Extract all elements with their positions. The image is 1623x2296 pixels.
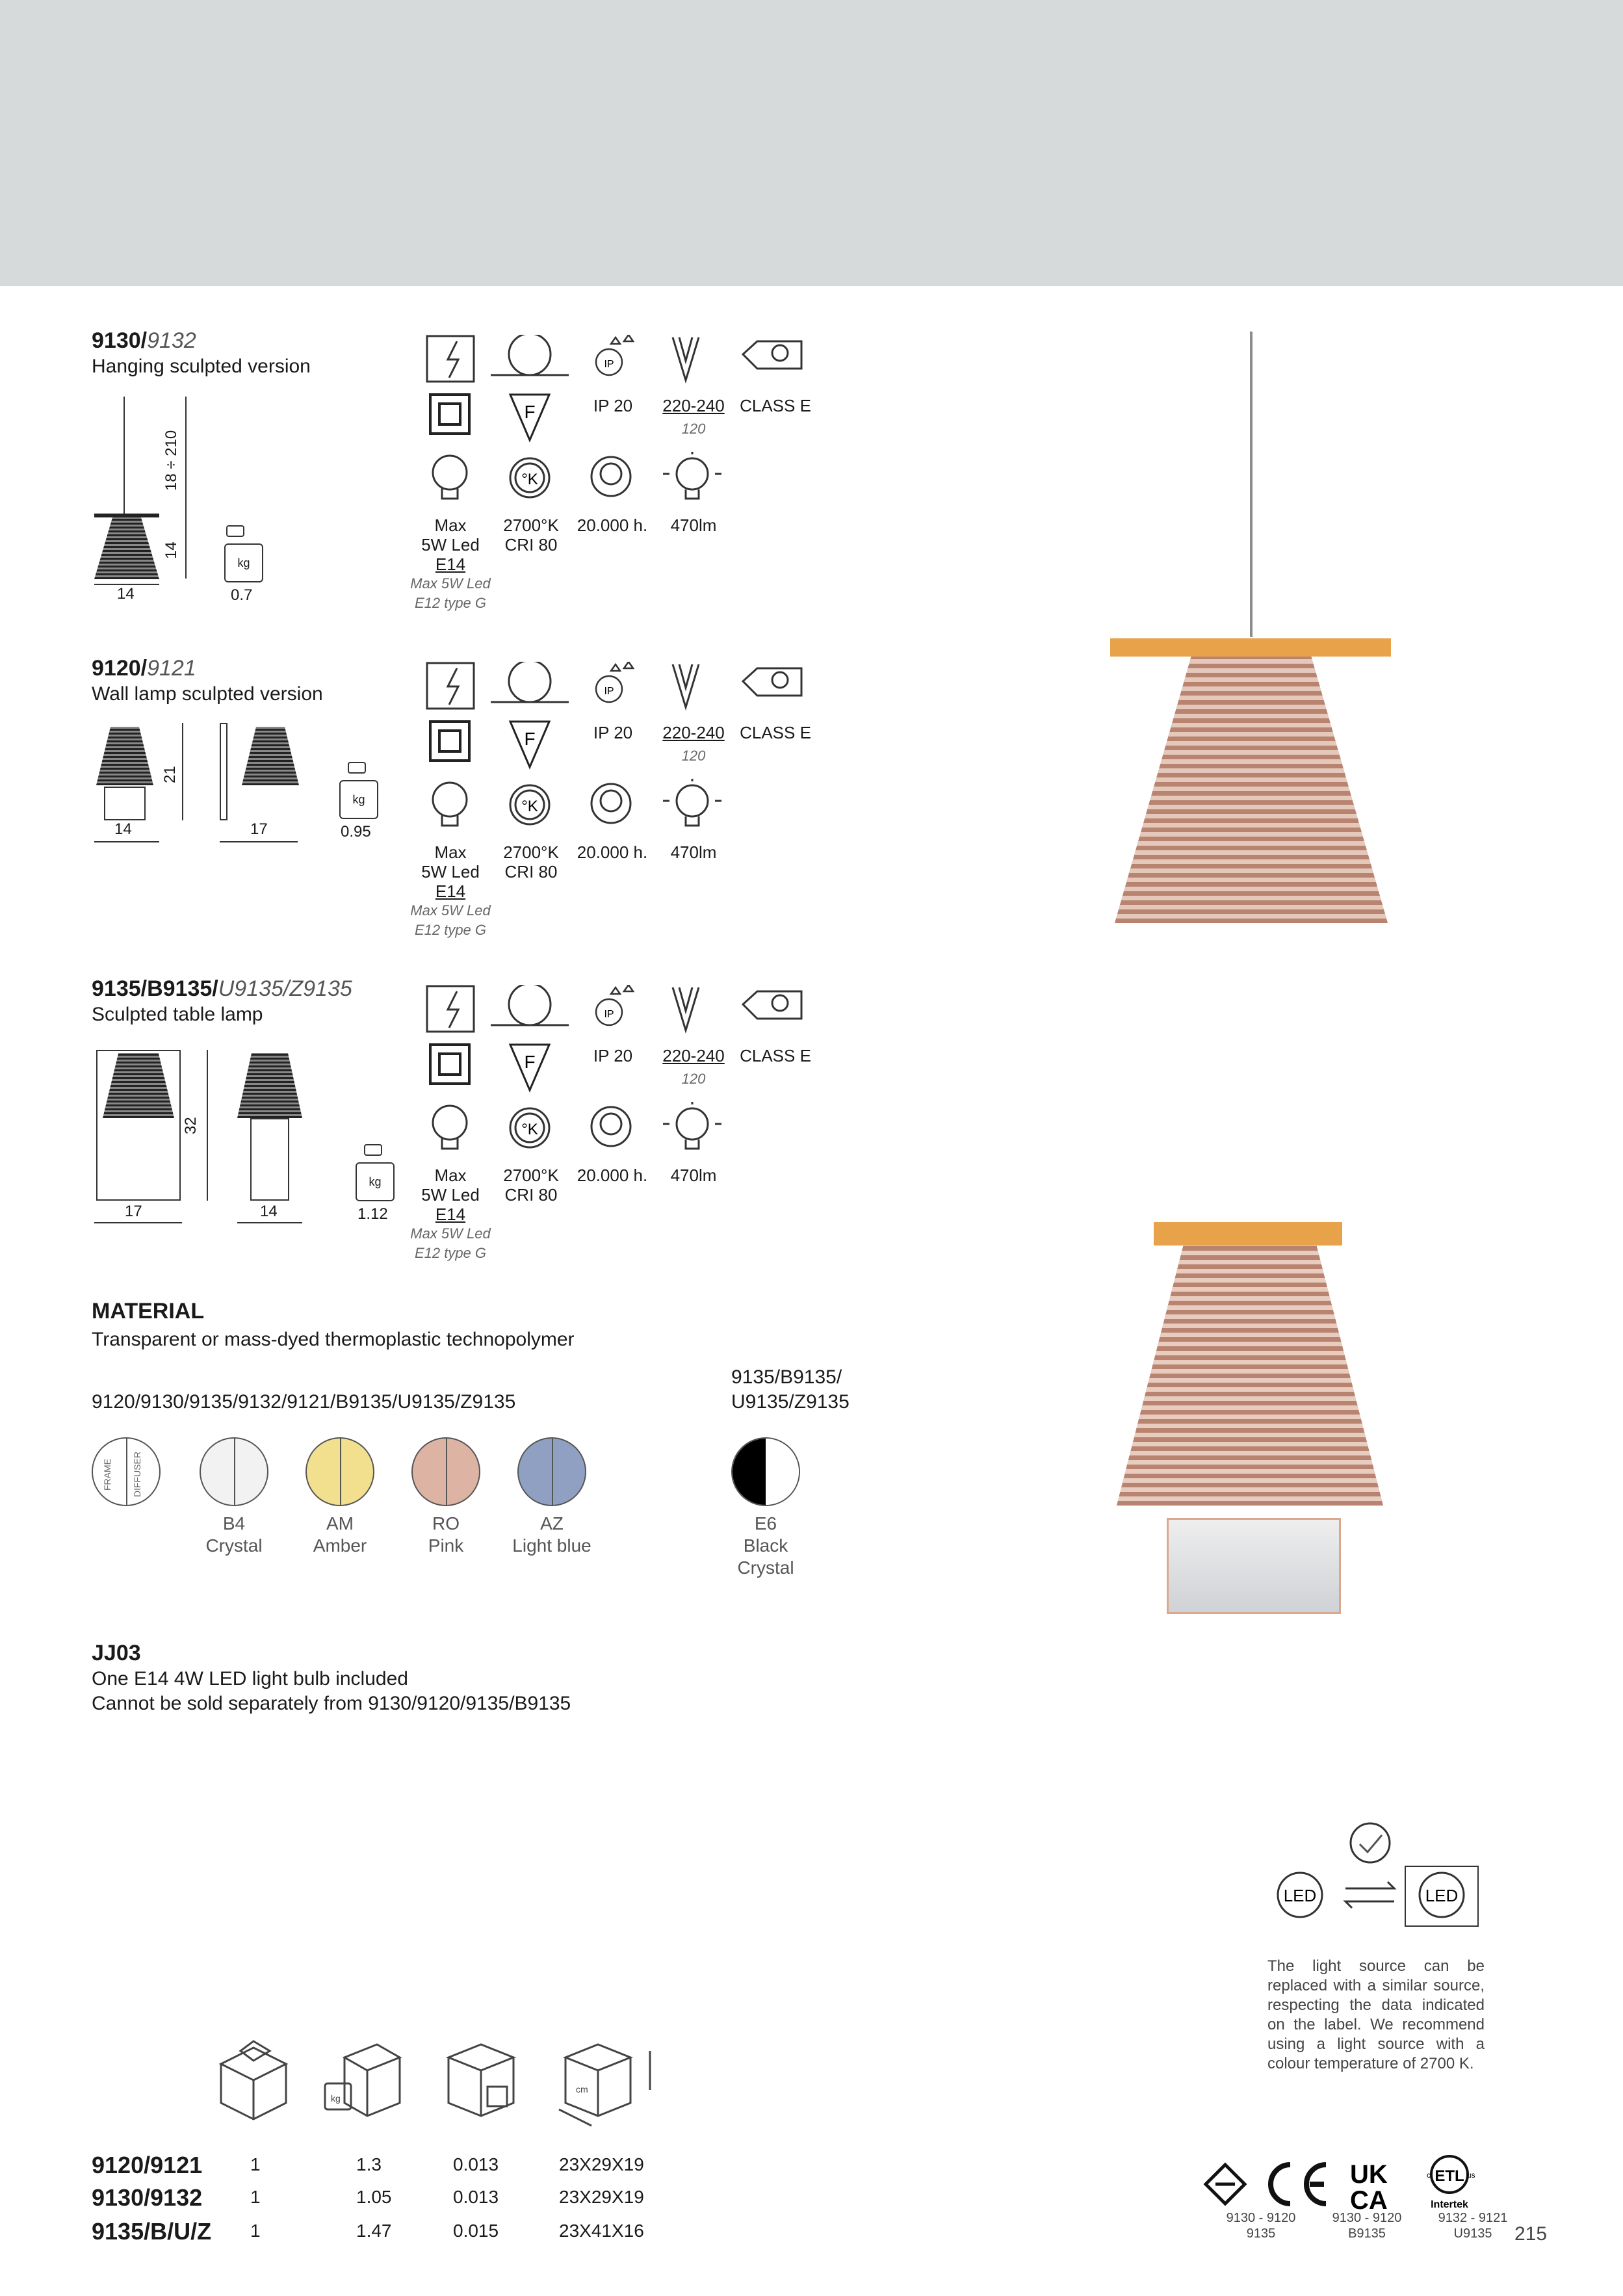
- weight-icon: kg: [339, 780, 378, 819]
- f-mark-text: F: [524, 729, 536, 749]
- cri-value: CRI 80: [504, 862, 558, 881]
- etl-mark-icon: [1427, 2156, 1475, 2210]
- product-title-9130: [92, 328, 196, 354]
- ukca-mark-top: UK: [1350, 2160, 1388, 2189]
- voltage-icon: [673, 664, 699, 707]
- cert-label-line1: 9130 - 9120: [1332, 2211, 1402, 2225]
- wall-lamp-base-drawing: [104, 787, 146, 820]
- ip-value: IP 20: [593, 1046, 633, 1065]
- svg-text:Intertek: Intertek: [1431, 2199, 1468, 2210]
- ce-mark-icon: [1271, 2165, 1326, 2204]
- ip-value: IP 20: [593, 723, 633, 742]
- weight-icon-top: [364, 1144, 382, 1156]
- bulb-alt1: Max 5W Led: [410, 1225, 491, 1242]
- wall-lamp-front-drawing: [96, 727, 153, 785]
- pack-size: 23X41X16: [559, 2221, 644, 2241]
- svg-text:LED: LED: [1425, 1886, 1459, 1905]
- product-code-alt: 9121: [147, 656, 196, 681]
- swatch-label: [188, 1513, 279, 1557]
- photo-table-lamp: [1117, 1246, 1383, 1506]
- beam-angle-icon: [491, 985, 569, 1025]
- dim-depth: 14: [260, 1203, 278, 1220]
- pack-code: 9135/B/U/Z: [92, 2218, 212, 2245]
- bulb-socket: E14: [435, 554, 466, 574]
- bulb-icon: [433, 1106, 467, 1149]
- swatch-name: Light blue: [512, 1535, 591, 1556]
- box-weight-icon-label: kg: [331, 2093, 341, 2104]
- photo-hanging-lamp: [1115, 657, 1388, 923]
- voltage-value: 220-240: [662, 1046, 725, 1065]
- material-description: Transparent or mass-dyed thermoplastic technopolymer: [92, 1329, 575, 1350]
- cable-drawing: [123, 397, 125, 514]
- install-surface-icon: [427, 336, 474, 382]
- bulb-alt1: Max 5W Led: [410, 575, 491, 592]
- beam-angle-icon: [491, 662, 569, 702]
- color-temp-value: 2700°K: [503, 842, 559, 862]
- bulb-icon: [433, 783, 467, 826]
- frame-diffuser-legend: [92, 1437, 161, 1506]
- dim-height: 21: [161, 766, 179, 783]
- pack-qty: 1: [250, 2221, 261, 2241]
- energy-class-icon: [743, 991, 801, 1019]
- box-weight-icon: [325, 2044, 400, 2116]
- install-surface-icon: [427, 986, 474, 1032]
- legend-diffuser-label: DIFFUSER: [132, 1452, 142, 1497]
- voltage-alt-value: 120: [681, 421, 706, 437]
- cert-label-line2: U9135: [1453, 2226, 1492, 2241]
- dim-width: 17: [125, 1203, 142, 1220]
- dim-height: 32: [182, 1117, 200, 1134]
- product-title-9135: [92, 976, 352, 1002]
- box-dimensions-icon-label: cm: [576, 2084, 588, 2094]
- table-lamp-side-shade-drawing: [237, 1053, 302, 1118]
- lifetime-icon: [591, 457, 630, 496]
- pack-volume: 0.015: [453, 2221, 499, 2241]
- product-subtitle: Sculpted table lamp: [92, 1004, 263, 1025]
- ip-badge-text: IP: [604, 359, 614, 370]
- lumen-value: 470lm: [670, 1166, 717, 1185]
- led-replaceable-diagram: [1261, 1817, 1482, 1947]
- lifetime-icon: [591, 784, 630, 823]
- bulb-watt: 5W Led: [421, 862, 480, 881]
- bulb-icon: [433, 456, 467, 499]
- beam-angle-icon: [491, 335, 569, 375]
- wall-lamp-side-drawing: [242, 727, 299, 785]
- table-lamp-side-base-drawing: [250, 1118, 289, 1201]
- swatch-label: [506, 1513, 597, 1557]
- eac-mark-icon: [1206, 2165, 1245, 2204]
- svg-text:c: c: [1427, 2171, 1431, 2180]
- weight-value: 0.7: [231, 586, 253, 604]
- dim-line-vertical: [182, 723, 183, 820]
- class-ii-icon: [430, 1045, 469, 1084]
- packaging-icons: [208, 2031, 676, 2135]
- pack-size: 23X29X19: [559, 2187, 644, 2207]
- bulb-line2: Cannot be sold separately from 9130/9120/9135/B9135: [92, 1693, 571, 1714]
- product-code-alt: 9132: [147, 328, 196, 353]
- energy-class-icon: [743, 341, 801, 369]
- kelvin-text: °K: [521, 471, 538, 488]
- bulb-max: Max: [434, 1166, 467, 1185]
- swatch-e6-label: [720, 1513, 811, 1579]
- class-ii-icon: [430, 395, 469, 434]
- photo-amber-top: [1110, 638, 1391, 657]
- pack-code: 9120/9121: [92, 2152, 203, 2178]
- weight-value: 1.12: [357, 1205, 388, 1223]
- photo-table-amber-top: [1154, 1222, 1342, 1246]
- energy-class-value: CLASS E: [740, 1046, 811, 1065]
- product-code: 9120/: [92, 656, 148, 681]
- dim-width: 14: [117, 585, 135, 603]
- swatch-b4: [200, 1437, 268, 1506]
- product-subtitle: Hanging sculpted version: [92, 356, 311, 377]
- ip-badge-text: IP: [604, 686, 614, 697]
- product-code: 9135/B9135/: [92, 976, 218, 1001]
- cri-value: CRI 80: [504, 535, 558, 554]
- ip-rating-icon: [596, 662, 633, 702]
- voltage-alt-value: 120: [681, 748, 706, 764]
- photo-cable: [1250, 332, 1253, 637]
- cert-label-line1: 9132 - 9121: [1438, 2211, 1508, 2225]
- bulb-watt: 5W Led: [421, 535, 480, 554]
- ip-value: IP 20: [593, 396, 633, 415]
- led-bulb-icon-right: [1420, 1873, 1464, 1917]
- swatch-code: RO: [432, 1513, 460, 1533]
- energy-class-icon: [743, 668, 801, 696]
- bulb-alt2: E12 type G: [414, 922, 487, 938]
- energy-class-value: CLASS E: [740, 396, 811, 415]
- material-title: MATERIAL: [92, 1299, 205, 1324]
- ip-rating-icon: [596, 335, 633, 375]
- swatch-name: Crystal: [205, 1535, 263, 1556]
- page-number: 215: [1514, 2223, 1548, 2245]
- color-temp-value: 2700°K: [503, 1166, 559, 1185]
- lifetime-icon: [591, 1107, 630, 1146]
- weight-icon: kg: [224, 543, 263, 582]
- swatch-name: Amber: [313, 1535, 367, 1556]
- certification-marks: [1199, 2152, 1498, 2210]
- swatch-code: AZ: [540, 1513, 564, 1533]
- color-temp-value: 2700°K: [503, 515, 559, 535]
- box-dimensions-icon: [559, 2044, 650, 2126]
- cri-value: CRI 80: [504, 1185, 558, 1205]
- dim-depth: 17: [250, 820, 268, 838]
- lamp-shade-drawing: [94, 517, 159, 579]
- bulb-alt1: Max 5W Led: [410, 902, 491, 919]
- swatch-label: [400, 1513, 491, 1557]
- pack-weight: 1.3: [356, 2154, 382, 2174]
- voltage-icon: [673, 337, 699, 380]
- energy-class-value: CLASS E: [740, 723, 811, 742]
- cert-label-line1: 9130 - 9120: [1226, 2211, 1296, 2225]
- pack-qty: 1: [250, 2187, 261, 2207]
- lifetime-value: 20.000 h.: [577, 842, 648, 862]
- svg-text:us: us: [1467, 2171, 1475, 2180]
- bulb-alt2: E12 type G: [414, 595, 487, 611]
- pack-size: 23X29X19: [559, 2154, 644, 2174]
- bulb-max: Max: [434, 842, 467, 862]
- product-code-alt: U9135/Z9135: [218, 976, 352, 1001]
- legend-frame-label: FRAME: [102, 1459, 112, 1491]
- pack-qty: 1: [250, 2154, 261, 2174]
- pack-volume: 0.013: [453, 2187, 499, 2207]
- bulb-code: JJ03: [92, 1641, 141, 1665]
- lumen-value: 470lm: [670, 842, 717, 862]
- wall-plate-drawing: [220, 723, 227, 820]
- product-subtitle: Wall lamp sculpted version: [92, 683, 323, 705]
- dim-height-cable: 18 ÷ 210: [162, 430, 180, 491]
- voltage-value: 220-240: [662, 396, 725, 415]
- lumen-icon: [663, 779, 721, 826]
- product-title-9120: [92, 656, 196, 681]
- pack-weight: 1.05: [356, 2187, 392, 2207]
- dim-line-vertical: [185, 397, 187, 579]
- cert-label-line2: 9135: [1246, 2226, 1276, 2241]
- swatch-am: [305, 1437, 374, 1506]
- swatch-code: AM: [326, 1513, 354, 1533]
- lamp-top-drawing: [94, 514, 159, 517]
- photo-table-base: [1167, 1518, 1341, 1614]
- lumen-icon: [663, 452, 721, 499]
- dim-line-depth: [237, 1222, 302, 1223]
- swatch-label: [294, 1513, 385, 1557]
- dim-line-vertical: [207, 1050, 208, 1201]
- material-group2-line1: 9135/B9135/: [731, 1366, 842, 1388]
- swatch-code: E6: [754, 1513, 777, 1533]
- box-volume-icon: [448, 2044, 513, 2116]
- box-stack-icon: [221, 2041, 286, 2119]
- lifetime-value: 20.000 h.: [577, 1166, 648, 1185]
- kelvin-text: °K: [521, 798, 538, 815]
- check-icon: [1360, 1835, 1382, 1852]
- svg-text:ETL: ETL: [1435, 2167, 1464, 2185]
- dim-width: 14: [114, 820, 132, 838]
- voltage-value: 220-240: [662, 723, 725, 742]
- lumen-value: 470lm: [670, 515, 717, 535]
- voltage-icon: [673, 987, 699, 1030]
- cert-label: [1215, 2210, 1306, 2241]
- f-mark-text: F: [524, 1052, 536, 1072]
- led-note-text: The light source can be replaced with a similar source, respecting the data indicated on the label. We recommend using a light source with a colour temperature of 2700 K.: [1267, 1957, 1485, 2072]
- weight-icon-top: [226, 525, 244, 537]
- swatch-code: B4: [222, 1513, 246, 1533]
- pack-code: 9130/9132: [92, 2184, 203, 2211]
- weight-icon-top: [348, 762, 366, 774]
- lumen-icon: [663, 1102, 721, 1149]
- cert-label: [1321, 2210, 1412, 2241]
- dim-line-depth: [220, 841, 298, 842]
- bulb-line1: One E14 4W LED light bulb included: [92, 1668, 408, 1689]
- bulb-socket: E14: [435, 881, 466, 901]
- dim-line-width: [94, 1222, 182, 1223]
- bulb-watt: 5W Led: [421, 1185, 480, 1205]
- bulb-alt2: E12 type G: [414, 1245, 487, 1261]
- swatch-ro: [411, 1437, 480, 1506]
- swatch-name: Black: [743, 1535, 788, 1556]
- material-group-codes: 9120/9130/9135/9132/9121/B9135/U9135/Z9135: [92, 1391, 516, 1413]
- dim-height-lamp: 14: [162, 541, 180, 559]
- class-ii-icon: [430, 722, 469, 761]
- weight-value: 0.95: [341, 823, 371, 841]
- svg-text:LED: LED: [1283, 1886, 1317, 1905]
- bulb-max: Max: [434, 515, 467, 535]
- check-circle-icon: [1351, 1823, 1390, 1862]
- lifetime-value: 20.000 h.: [577, 515, 648, 535]
- f-mark-text: F: [524, 402, 536, 422]
- bulb-socket: E14: [435, 1205, 466, 1224]
- swatch-name: Pink: [428, 1535, 464, 1556]
- swatch-az: [517, 1437, 586, 1506]
- kelvin-text: °K: [521, 1121, 538, 1138]
- led-bulb-icon-left: [1278, 1873, 1322, 1917]
- weight-icon: kg: [356, 1162, 395, 1201]
- swap-arrows-icon: [1345, 1882, 1394, 1908]
- swatch-e6: [731, 1437, 800, 1506]
- ukca-mark-bottom: CA: [1350, 2186, 1388, 2210]
- swatch-name: Crystal: [737, 1558, 794, 1578]
- product-code: 9130/: [92, 328, 148, 353]
- pack-weight: 1.47: [356, 2221, 392, 2241]
- install-surface-icon: [427, 663, 474, 709]
- cert-label-line2: B9135: [1348, 2226, 1386, 2241]
- voltage-alt-value: 120: [681, 1071, 706, 1087]
- dim-line-width: [94, 841, 159, 842]
- ip-badge-text: IP: [604, 1009, 614, 1020]
- ip-rating-icon: [596, 985, 633, 1025]
- material-group2-line2: U9135/Z9135: [731, 1391, 850, 1413]
- cert-label: [1427, 2210, 1518, 2241]
- header-band: [0, 0, 1623, 286]
- pack-volume: 0.013: [453, 2154, 499, 2174]
